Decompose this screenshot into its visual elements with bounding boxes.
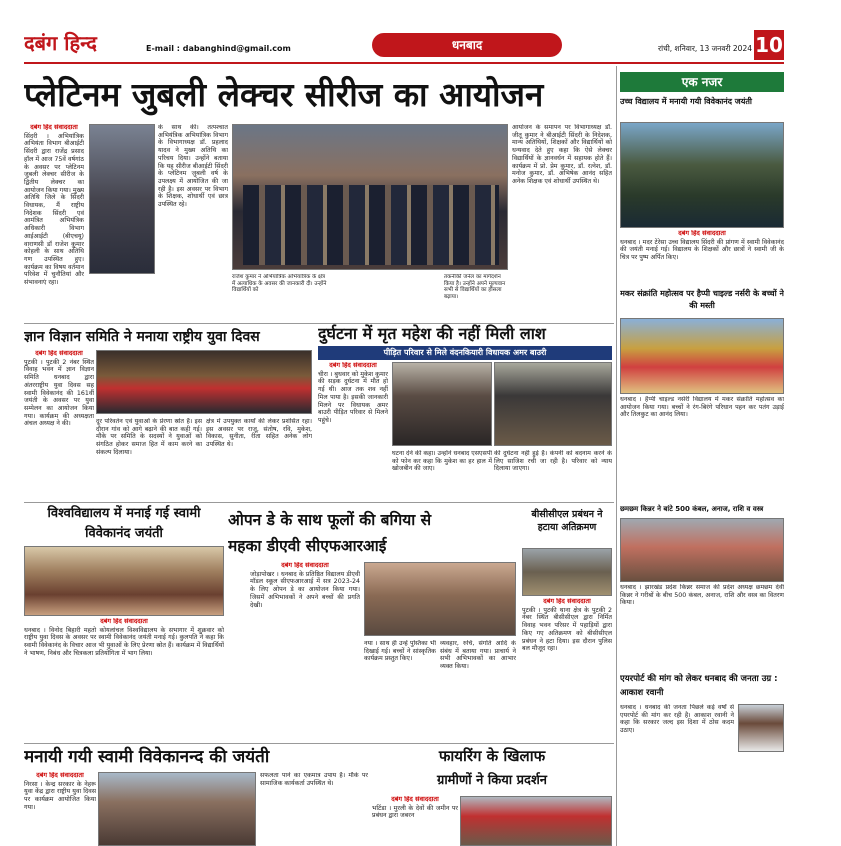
- bccl-photo: [522, 548, 612, 596]
- firing-body: [372, 796, 458, 846]
- divider: [24, 502, 614, 503]
- main-col4: [512, 124, 612, 324]
- main-col1: [24, 124, 84, 324]
- article-text: भटिंडा । मुरली के देवों की जमीन पर प्रबंधन द्वारा जबरन: [372, 804, 458, 820]
- univ-body: [24, 618, 224, 742]
- article-text: की दुर्घटना नहीं हुई है। कंपनी को बदनाम करने के लिए साजिश रची जा रही है। परिवार को न्याय दिलाया जाएगा।: [494, 450, 612, 473]
- article-text: धनबाद । झारखंड प्रदेश किन्नर समाज की प्रदेश अध्यक्ष छमछम देवी किन्नर ने गरीबों के बीच 500 कंबल, अनाज, राशि और वस्त्र का वितरण किया।: [620, 584, 784, 607]
- article-text: क्षेत्र में उपयुक्त कार्यों की लेकर प्रशंसित रहा। इस अवसर पर राजू, संतोष, रवि, मुकेश, विकास, सुनीता, रीता सहित अनेक लोग उपस्थित थे।: [206, 418, 312, 449]
- article-text: धनबाद । धनबाद की जनता पिछले कई वर्षों से एयरपोर्ट की मांग कर रही है। आकाश रवानी ने कहा कि सरकार जल्द इस दिशा में ठोस कदम उठाए।: [620, 704, 734, 735]
- death-col3: [494, 450, 612, 504]
- openday-col2: [364, 640, 436, 742]
- death-subhead: पीड़ित परिवार से मिले वंदनकियारी विधायक अमर बाउरी: [318, 346, 612, 360]
- sidebar-story4-body: [620, 704, 734, 846]
- article-text: नया । साथ ही उन्हें पुस्तिका भी दिखाई गई। बच्चों ने सांस्कृतिक कार्यक्रम प्रस्तुत किए।: [364, 640, 436, 663]
- death-headline: दुर्घटना में मृत महेश की नहीं मिली लाश: [318, 324, 546, 343]
- sidebar-story2-headline: मकर संक्रांति महोत्सव पर हैप्पी चाइल्ड नर्सरी के बच्चों ने की मस्ती: [620, 289, 784, 310]
- openday-headline-1: ओपन डे के साथ फूलों की बगिया से: [228, 511, 432, 529]
- openday-col1: [250, 562, 360, 742]
- death-photo-1: [392, 362, 492, 446]
- univ-headline: विश्वविद्यालय में मनाई गई स्वामी विवेकानंद जयंती: [47, 506, 201, 541]
- article-text: के साथ की। तत्पश्चात अभियंत्रिक अभियांत्रिक विभाग के विभागाध्यक्ष डॉ. प्रहलाद यादव ने मुख्य अतिथि का परिचय दिया। उन्होंने बताया कि यह सीरीज बीआईटी सिंदरी के प्लेटिनम जुबली वर्ष के उपलक्ष्य में आयोजित की जा रही है। इस अवसर पर विभाग के शिक्षक, शोधार्थी एवं छात्र उपस्थित रहे।: [158, 124, 228, 209]
- byline: दबंग हिंद संवाददाता: [35, 350, 83, 357]
- article-text: दूर परिवर्तन एवं युवाओं के प्रेरणा स्रोत हैं। इस दौरान गांव को आगे बढ़ाने की बात कही गई। मौके पर समिति के सदस्यों ने युवाओं को संगठित होकर समाज हित में काम करने का संकल्प दिलाया।: [96, 418, 202, 456]
- photo-people: [243, 185, 499, 265]
- main-photo: [232, 124, 508, 270]
- divider: [616, 66, 617, 846]
- divider: [24, 323, 614, 324]
- univ-photo: [24, 546, 224, 616]
- divider: [24, 743, 614, 744]
- vivekananda-col3: [260, 772, 368, 846]
- bccl-body: [522, 598, 612, 742]
- article-text: चीरा । बुधवार को मुकेश कुमार की सड़क दुर्घटना में मौत हो गई थी। आज तक शव नहीं मिल पाया है। इसकी जानकारी मिलने पर विधायक अमर बाउरी पीड़ित परिवार से मिलने पहुंचे।: [318, 370, 388, 424]
- article-text: धनबाद । हैप्पी चाइल्ड नर्सरी विद्यालय में मकर संक्रांति महोत्सव का आयोजन किया गया। बच्चों ने रंग-बिरंगे परिधान पहन कर पतंग उड़ाई और तिलकुट का आनंद लिया।: [620, 396, 784, 419]
- sidebar-story1-photo: [620, 122, 784, 228]
- sidebar-story3-body: [620, 584, 784, 670]
- sidebar-story3-headline: छमछम किन्नर ने बांटे 500 कंबल, अनाज, राशि व वस्त्र: [620, 505, 764, 513]
- article-text: निरसा । केन्द्र सरकार के नेहरू युवा केंद्र द्वारा राष्ट्रीय युवा दिवस पर कार्यक्रम आयोजित किया गया।: [24, 780, 96, 811]
- main-photo2-caption: तकनीकी जर्नल का मार्गदर्शन किया है। उन्होंने अपने मूल्यवान सभी से विद्यार्थियों का हौसला बढ़ाया।: [444, 274, 506, 300]
- death-col1: [318, 362, 388, 504]
- article-text: धनबाद । मदर टेरेसा उच्च विद्यालय सिंदरी की प्रांगण में स्वामी विवेकानंद की जयंती मनाई गई। विद्यालय के शिक्षकों और छात्रों ने स्वामी जी के चित्र पर पुष्प अर्पित किए।: [620, 238, 784, 262]
- article-text: पुटकी । पुटकी थाना क्षेत्र के पुटकी 2 नंबर स्थित बीसीसीएल द्वारा निर्मित विवाह भवन परिसर में पहाड़ियों द्वारा किए गए अतिक्रमण को बीसीसीएल प्रबंधन ने हटा दिया। इस दौरान पुलिस बल मौजूद रहा।: [522, 606, 612, 653]
- article-text: जोड़ापोखर । धनबाद के प्रतिष्ठित विद्यालय डीएवी मॉडल स्कूल सीएफआरआई में सत्र 2023-24 के लिए ओपन डे का आयोजन किया गया। जिसमें अभिभावकों ने अपने बच्चों की प्रगति देखी।: [250, 570, 360, 609]
- article-text: आयोजन के समापन पर विभागाध्यक्ष डॉ. जीतू कुमार ने बीआईटी सिंदरी के निदेशक, मान्य अतिथियों, शिक्षकों और विद्यार्थियों को धन्यवाद देते हुए कहा कि ऐसे लेक्चर विद्यार्थियों के ज्ञानवर्धन में सहायक होते हैं। कार्यक्रम में प्रो. प्रेम कुमार, डॉ. रत्नेश, डॉ. मनोज कुमार, डॉ. अभिषेक आनंद सहित अनेक शिक्षक एवं शोधार्थी उपस्थित थे।: [512, 124, 612, 185]
- openday-headline-2: महका डीएवी सीएफआरआई: [228, 537, 387, 555]
- masthead-email: E-mail : dabanghind@gmail.com: [146, 44, 291, 53]
- vivekananda-col1: [24, 772, 96, 846]
- youth-col3: [206, 418, 312, 496]
- sidebar-story1-headline: उच्च विद्यालय में मनायी गयी विवेकानंद जयंती: [620, 97, 752, 106]
- youth-photo: [96, 350, 312, 414]
- main-col2: [158, 124, 228, 324]
- death-col2: [392, 450, 492, 504]
- main-headline: प्लेटिनम जुबली लेक्चर सीरीज का आयोजन: [24, 75, 544, 114]
- main-photo-2: [89, 124, 155, 274]
- article-text: सफलता पाने का एकमात्र उपाय है। मौके पर सामाजिक कार्यकर्ता उपस्थित थे।: [260, 772, 368, 787]
- byline: दबंग हिंद संवाददाता: [391, 796, 439, 803]
- article-text: सिंदरी । अभियांत्रिक अभियंता विभाग बीआईटी सिंदरी द्वारा राजेंद्र प्रसाद हॉल में आज 75वें वर्षगांठ के अवसर पर प्लेटिनम जुबली लेक्चर सीरीज के द्वितीय लेक्चर का आयोजन किया गया। मुख्य अतिथि जिले के सिंदरी विधायक, मैं राष्ट्रीय निदेशक सिंदरी एवं आमंत्रित अभियंत्रिक अधिकारी विभाग आईआईटी (बीएचयू) वाराणसी डॉ राजेश कुमार कोहली के साथ अतिथि गण उपस्थित हुए। कार्यक्रम का विषय वर्तमान परिवेश में चुनौतियां और संभावनाएं रहा।: [24, 132, 84, 287]
- youth-col1: [24, 350, 94, 496]
- article-text: पुटकी । पुटकी 2 नंबर स्थित विवाह भवन में ज्ञान विज्ञान समिति धनबाद द्वारा अंतरराष्ट्रीय युवा दिवस सह स्वामी विवेकानंद की 161वीं जयंती के अवसर पर युवा सम्मेलन का आयोजन किया गया। कार्यक्रम की अध्यक्षता अंचल अध्यक्ष ने की।: [24, 358, 94, 428]
- byline: दबंग हिंद संवाददाता: [36, 772, 84, 779]
- death-photo-2: [494, 362, 612, 446]
- masthead-date: रांची, शनिवार, 13 जनवरी 2024: [658, 44, 752, 53]
- byline: दबंग हिंद संवाददाता: [281, 562, 329, 569]
- article-text: व्यवहार, रुचि, संगति आदि के संबंध में बताया गया। प्राचार्य ने सभी अभिभावकों का आभार व्यक्त किया।: [440, 640, 516, 671]
- sidebar-story2-body: [620, 396, 784, 500]
- sidebar-story2-photo: [620, 318, 784, 394]
- article-text: धनबाद । विनोद बिहारी महतो कोयलांचल विश्वविद्यालय के सभागार में शुक्रवार को राष्ट्रीय युवा दिवस के अवसर पर स्वामी विवेकानंद जयंती मनाई गई। कुलपति ने कहा कि स्वामी विवेकानंद के विचार आज भी युवाओं के लिए प्रेरणा स्रोत हैं। कार्यक्रम में विद्यार्थियों ने भाषण, निबंध और चित्रकला प्रतियोगिता में भाग लिया।: [24, 626, 224, 657]
- vivekananda-headline: मनायी गयी स्वामी विवेकानन्द की जयंती: [24, 747, 270, 767]
- page-number: 10: [754, 30, 784, 60]
- sidebar-story4-headline: एयरपोर्ट की मांग को लेकर धनबाद की जनता उग्र : आकाश रवानी: [620, 674, 778, 698]
- sidebar-title: एक नजर: [620, 72, 784, 92]
- masthead: [0, 0, 841, 64]
- sidebar-story4-photo: [738, 704, 784, 752]
- masthead-logo: दबंग हिन्द: [24, 31, 97, 55]
- sidebar-story1-body: [620, 230, 784, 286]
- vivekananda-photo: [98, 772, 256, 846]
- openday-photo-1: [364, 562, 516, 636]
- byline: दबंग हिंद संवाददाता: [678, 230, 726, 237]
- article-text: घटना देने की कहा। उन्होंने धनबाद एसएसपी को फोन कर कहा कि मुकेश का हर हाल में खोजबीन की जाए।: [392, 450, 492, 473]
- main-photo1-caption: राजेश कुमार ने अभियांत्रिक अभियांत्रिक के क्षेत्र में अत्याधिक के अवसर की जानकारी दी। उन्होंने विद्यार्थियों को: [232, 274, 327, 293]
- firing-headline-2: ग्रामीणों ने किया प्रदर्शन: [436, 773, 547, 788]
- masthead-rule: [24, 62, 784, 64]
- byline: दबंग हिंद संवाददाता: [329, 362, 377, 369]
- section-tab: धनबाद: [372, 33, 562, 57]
- youth-col2: [96, 418, 202, 496]
- firing-photo: [460, 796, 612, 846]
- firing-headline-1: फायरिंग के खिलाफ: [438, 747, 546, 765]
- byline: दबंग हिंद संवाददाता: [100, 618, 148, 625]
- sidebar-story3-photo: [620, 518, 784, 582]
- byline: दबंग हिंद संवाददाता: [30, 124, 78, 131]
- youth-headline: ज्ञान विज्ञान समिति ने मनाया राष्ट्रीय युवा दिवस: [24, 329, 260, 345]
- bccl-headline: बीसीसीएल प्रबंधन ने हटाया अतिक्रमण: [531, 509, 603, 533]
- openday-col3: [440, 640, 516, 742]
- byline: दबंग हिंद संवाददाता: [543, 598, 591, 605]
